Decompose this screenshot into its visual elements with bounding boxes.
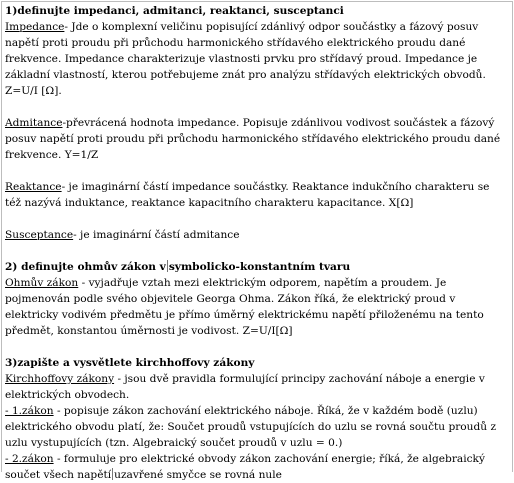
impedance-paragraph [5,19,508,99]
paragraph-spacer [5,339,508,355]
law2-paragraph [5,451,508,483]
text-cursor-icon [112,468,113,480]
paragraph-spacer [5,211,508,227]
section-2-heading-start: 2) definujte ohmův zákon v [5,261,166,273]
susceptance-term: Susceptance [5,229,74,241]
paragraph-spacer [5,99,508,115]
ohm-term: Ohmův zákon [5,277,79,289]
section-3-heading: 3)zapište a vysvětlete kirchhoffovy zákony [5,357,255,369]
susceptance-paragraph [5,227,508,243]
reaktance-text: - je imaginární částí impedance součástky. Reaktance indukčního charakteru se též nazývá induktance, reaktance kapacitního charakteru kapacitance. X[Ω] [5,181,490,209]
impedance-text: - Jde o komplexní veličinu popisující zdánlivý odpor součástky a fázový posuv napětí proti proudu při průchodu harmonického střídavého elektrického proudu dané frekvence. Impedance charakterizuje vlastnosti prvku pro střídavý proud. Impedance je základní vlastností, kterou potřebujeme znát pro analýzu střídavých elektrických obvodů. Z=U/I [Ω]. [5,21,486,97]
reaktance-paragraph [5,179,508,211]
kirchhoff-term: Kirchhoffovy zákony [5,373,115,385]
paragraph-spacer [5,243,508,259]
impedance-term: Impedance [5,21,65,33]
kirchhoff-text: - jsou dvě pravidla formulující principy zachování náboje a energie v elektrických obvodech. [5,373,485,401]
law1-term: - 1.zákon [5,405,54,417]
admitance-text: -převrácená hodnota impedance. Popisuje zdánlivou vodivost součástek a fázový posuv napětí proti proudu při průchodu harmonického střídavého elektrického proudu dané frekvence. Y=1/Z [5,117,501,161]
section-1-heading: 1)definujte impedanci, admitanci, reaktanci, susceptanci [5,5,344,17]
ohm-paragraph [5,275,508,339]
susceptance-text: - je imaginární částí admitance [73,229,240,241]
admitance-paragraph [5,115,508,163]
text-cursor-icon [167,260,168,272]
section-2-heading [5,259,508,275]
reaktance-term: Reaktance [5,181,62,193]
law2-term: - 2.zákon [5,453,54,465]
kirchhoff-paragraph [5,371,508,403]
section-2-heading-end: symbolicko-konstantním tvaru [168,261,351,273]
law2-text-end: uzavřené smyčce se rovná nule [114,469,282,481]
paragraph-spacer [5,163,508,179]
law2-text-start: - formuluje pro elektrické obvody zákon zachování energie; říká, že algebraický součet všech napětí [5,453,485,481]
ohm-text: - vyjadřuje vztah mezi elektrickým odporem, napětím a proudem. Je pojmenován podle svého objevitele Georga Ohma. Zákon říká, že elektrický proud v elektricky vodivém předmětu je přímo úměrný elektrickému napětí přiloženému na tento předmět, konstantou úměrnosti je vodivost. Z=U/I[Ω] [5,277,484,337]
law1-paragraph [5,403,508,451]
law1-text: - popisuje zákon zachování elektrického náboje. Říká, že v každém bodě (uzlu) elektrického obvodu platí, že: Součet proudů vstupujících do uzlu se rovná součtu proudů z uzlu vystupujících (tzn. Algebraický součet proudů v uzlu = 0.) [5,405,497,449]
admitance-term: Admitance [5,117,63,129]
